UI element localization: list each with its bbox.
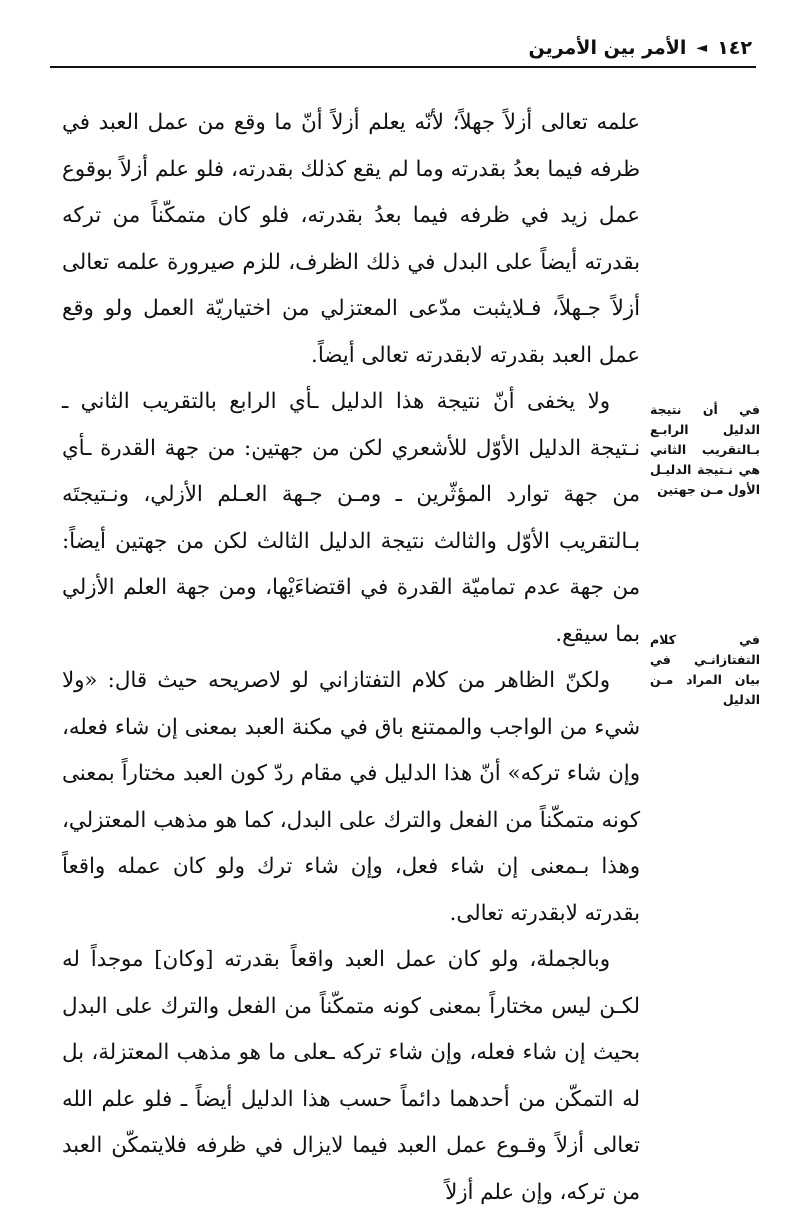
paragraph-1: علمه تعالى أزلاً جهلاً؛ لأنّه يعلم أزلاً أنّ ما وقع من عمل العبد في ظرفه فيما بعدُ بقدرته وما لم يقع كذلك بقدرته، فلو علم أزلاً بوقوع عمل زيد في ظرفه فيما بعدُ بقدرته، فلو كان متمكّناً من تركه بقدرته أيضاً على البدل في ذلك الظرف، للزم صيرورة علمه تعالى أزلاً جـهلاً، فـلايثبت مدّعى المعتزلي من اختياريّة العمل ولو وقع عمل العبد بقدرته لابقدرته تعالى أيضاً. (62, 110, 640, 368)
arrow-left-icon: ◄ (696, 40, 708, 56)
paragraph-4: وبالجملة، ولو كان عمل العبد واقعاً بقدرته [وكان] موجداً له لكـن ليس مختاراً بمعنى كونه متمكّناً من الفعل والترك على البدل بحيث إن شاء فعله، وإن شاء تركه ـعلى ما هو مذهب المعتزلة، بل له التمكّن من أحدهما دائماً حسب هذا الدليل أيضاً ـ فلو علم الله تعالى أزلاً وقـوع عمل العبد فيما لايزال في ظرفه فلايتمكّن العبد من تركه، وإن علم أزلاً (62, 947, 640, 1205)
main-text (62, 100, 640, 1216)
margin-note-2: في كلام التفتازانـي في بيان المراد مـن الدليل (650, 632, 760, 707)
margin-note-1: في أن نتيجة الدليل الرابـع بـالتقريب الثاني هي نـتيجة الدليـل الأول مـن جهتين (650, 402, 760, 497)
running-title: الأمر بين الأمرين (528, 37, 687, 59)
paragraph-2: ولا يخفى أنّ نتيجة هذا الدليل ـأي الرابع بالتقريب الثاني ـ نـتيجة الدليل الأوّل للأشعري لكن من جهتين: من جهة القدرة ـأي من جهة توارد المؤثّرين ـ ومـن جـهة العـلم الأزلي، ونـتيجتَه بـالتقريب الأوّل والثالث نتيجة الدليل الثالث لكن من جهتين أيضاً: من جهة عدم تماميّة القدرة في اقتضاءَيْها، ومن جهة العلم الأزلي بما سيقع. (62, 389, 640, 647)
page-number: ١٤٢ (717, 37, 752, 59)
header-rule (50, 66, 756, 68)
running-header (52, 28, 752, 68)
paragraph-3: ولكنّ الظاهر من كلام التفتازاني لو لاصريحه حيث قال: «ولا شيء من الواجب والممتنع باق في مكنة العبد بمعنى إن شاء فعله، وإن شاء تركه» أنّ هذا الدليل في مقام ردّ كون العبد مختاراً بمعنى كونه متمكّناً من الفعل والترك على البدل، كما هو مذهب المعتزلي، وهذا بـمعنى إن شاء فعل، وإن شاء ترك ولو كان عمله واقعاً بقدرته لابقدرته تعالى. (62, 668, 640, 926)
